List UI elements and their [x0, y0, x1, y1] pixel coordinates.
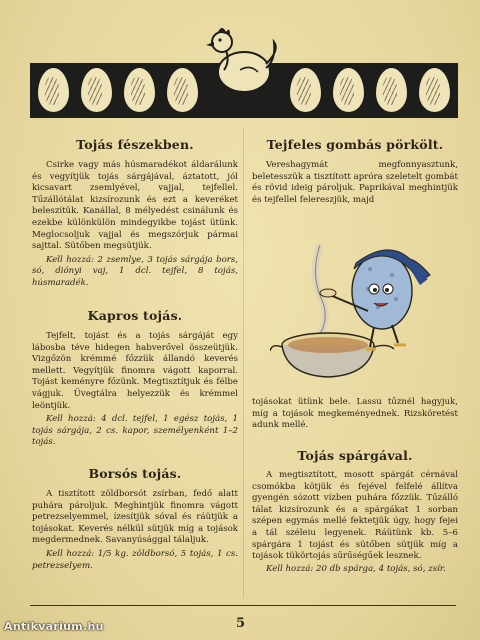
egg-icon — [81, 68, 112, 112]
recipe-ingredients: Kell hozzá: 1/5 kg. zöldborsó, 5 tojás, 1 cs. petrezselyem. — [32, 548, 238, 571]
recipe-ingredients: Kell hozzá: 20 db spárga, 4 tojás, só, zsír. — [266, 563, 446, 574]
egg-icon — [290, 68, 321, 112]
recipe-ingredients: Kell hozzá: 2 zsemlye, 3 tojás sárgája bors, só, diónyi vaj, 1 dcl. tejfel, 8 tojás, húsmaradék. — [32, 254, 238, 288]
recipe-body: Csirke vagy más húsmaradékot áldarálunk és vegyítjük tojás sárgájával, áztatott, jól kicsavart zsemlyével, vajjal, tejfellel. Tűzállótálat kizsírozunk és ezt a keveréket beleszítük. Kanállal, 8 mélyedést csinálunk és ezekbe különkülön mindegyikbe tojást ütünk. Meglocsoljuk vajjal és megszórjuk pármai sajttal. Sütőben megsütjük. — [32, 160, 238, 252]
recipe-title: Borsós tojás. — [88, 466, 182, 481]
egg-icon — [38, 68, 69, 112]
egg-character-illustration — [270, 225, 450, 385]
recipe-title: Tejfeles gombás pörkölt. — [266, 137, 444, 152]
egg-icon — [124, 68, 155, 112]
recipe-title: Tojás fészekben. — [76, 137, 194, 152]
recipe-kapros-tojas — [32, 308, 238, 449]
footer-rule — [30, 605, 456, 606]
recipe-body-continued: tojásokat ütünk bele. Lassu tűznél hagyjuk, míg a tojások megkeményednek. Rizsköretést adunk mellé. — [252, 397, 458, 431]
recipe-title: Tojás spárgával. — [297, 448, 413, 463]
watermark-text: Antikvarium.hu — [4, 620, 104, 633]
recipe-body: A tisztított zöldborsót zsírban, fedő alatt puhára pároljuk. Meghintjük finomra vágott petrezselyemmel, ízesítjük sóval és ráütjük a tojásokat. Keverés nélkül sütjük míg a tojások megdermednek. Savanyúsággal tálaljuk. — [32, 489, 238, 546]
recipe-body: A megtisztított, mosott spárgát cérnával csomókba kötjük és fejével felfelé állítva gyengén sózott vízben puhára főzzük. Tűzálló tálat kizsírozunk és a spárgákat 1 sorban szépen egymás mellé fektetjük úgy, hogy fejei a tál széleiu legyenek. Ráütünk kb. 5–6 spárgára 1 tojást és sütőben sütjük míg a tojások tükörtojás sűrűségűek lesznek. — [252, 470, 458, 562]
recipe-borsos-tojas — [32, 466, 238, 572]
recipe-tojas-spargaval — [252, 448, 458, 575]
recipe-ingredients: Kell hozzá: 4 dcl. tejfel, 1 egész tojás, 1 tojás sárgája, 2 cs. kapor, személyenként 1–2 tojás. — [32, 414, 238, 448]
recipe-body: Tejfelt, tojást és a tojás sárgáját egy lábosba téve hidegen habverővel összeütjük. Vizgőzön krémmé főzzük állandó keverés mellett. Vegyítjük finomra vágott kaporral. Tojást keményre főzünk. Megtisztítjuk és félbe vágjuk. Üvegtálra helyezzük és krémmel leöntjük. — [32, 331, 238, 411]
recipe-body: Vereshagymát megfonnyasztunk, beletesszük a tisztított apróra szeletelt gombát és rövid ideig pároljuk. Paprikával meghintjük és tejfellel felereszjük, majd — [252, 160, 458, 205]
column-divider — [243, 128, 244, 598]
recipe-title: Kapros tojás. — [87, 308, 183, 323]
egg-icon — [333, 68, 364, 112]
egg-icon — [167, 68, 198, 112]
egg-icon — [419, 68, 450, 112]
egg-icon — [376, 68, 407, 112]
recipe-toj-fesz — [32, 137, 238, 290]
recipe-tejfeles-gombas-cont — [252, 397, 458, 432]
hen-icon — [200, 20, 282, 120]
page-number: 5 — [236, 616, 246, 631]
recipe-tejfeles-gombas — [252, 137, 458, 206]
